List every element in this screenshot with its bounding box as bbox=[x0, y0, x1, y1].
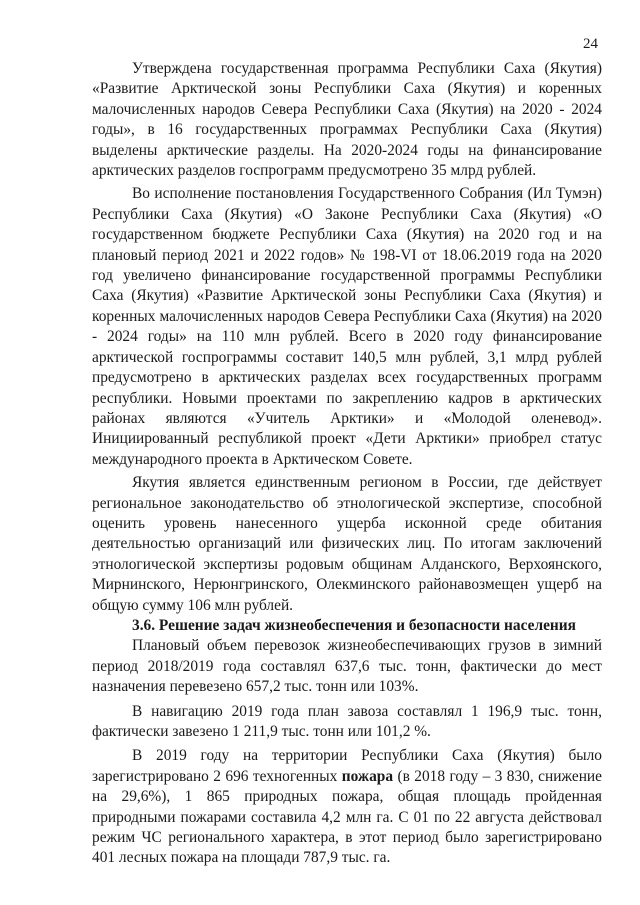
paragraph-winter-cargo: Плановый объем перевозок жизнеобеспечивающих грузов в зимний период 2018/2019 года составлял 637,6 тыс. тонн, фактически до мест назначения перевезено 657,2 тыс. тонн или 103%. bbox=[92, 637, 602, 696]
paragraph-budget-financing: Во исполнение постановления Государственного Собрания (Ил Тумэн) Республики Саха (Якутия) «О Законе Республики Саха (Якутия) «О государственном бюджете Республики Саха (Якутия) на 2020 год и на плановый период 2021 и 2022 годов» № 198-VI от 18.06.2019 года на 2020 год увеличено финансирование государственной программы Республики Саха (Якутия) «Развитие Арктической зоны Республики Саха (Якутия) и коренных малочисленных народов Севера Республики Саха (Якутия) на 2020 - 2024 годы» на 110 млн рублей. Всего в 2020 году финансирование арктической госпрограммы составит 140,5 млн рублей, 3,1 млрд рублей предусмотрено в арктических разделах всех государственных программ республики. Новыми проектами по закреплению кадров в арктических районах являются «Учитель Арктики» и «Молодой оленевод». Инициированный республикой проект «Дети Арктики» приобрел статус международного проекта в Арктическом Совете. bbox=[92, 185, 602, 468]
paragraph-ethnological-expertise: Якутия является единственным регионом в России, где действует региональное законодательство об этнологической экспертизе, способной оценить уровень нанесенного ущерба исконной среде обитания деятельностью организаций или физических лиц. По итогам заключений этнологической экспертизы родовым общинам Алданского, Верхоянского, Мирнинского, Нерюнгринского, Олекминского районавозмещен ущерб на общую сумму 106 млн рублей. bbox=[92, 474, 602, 614]
paragraph-arctic-program: Утверждена государственная программа Республики Саха (Якутия) «Развитие Арктической зоны Республики Саха (Якутия) и коренных малочисленных народов Севера Республики Саха (Якутия) на 2020 - 2024 годы», в 16 государственных программах Республики Саха (Якутия) выделены арктические разделы. На 2020-2024 годы на финансирование арктических разделов госпрограмм предусмотрено 35 млрд рублей. bbox=[92, 60, 602, 180]
section-heading: 3.6. Решение задач жизнеобеспечения и безопасности населения bbox=[132, 616, 576, 634]
paragraph-fires bbox=[92, 746, 602, 868]
paragraph-navigation: В навигацию 2019 года план завоза составлял 1 196,9 тыс. тонн, фактически завезено 1 211,9 тыс. тонн или 101,2 %. bbox=[92, 702, 602, 740]
document-body bbox=[92, 59, 602, 869]
fires-bold-word: пожара bbox=[341, 767, 394, 785]
fires-text-part1: В 2019 году на территории Республики Саха (Якутия) было зарегистрировано 2 696 техногенных bbox=[92, 747, 602, 785]
fires-text-part2: (в 2018 году – 3 830, снижение на 29,6%), 1 865 природных пожара, общая площадь пройденная природными пожарами составила 4,2 млн га. С 01 по 22 августа действовал режим ЧС регионального характера, в этот период было зарегистрировано 401 лесных пожара на площади 787,9 тыс. га. bbox=[92, 767, 603, 867]
page-number: 24 bbox=[583, 36, 598, 52]
